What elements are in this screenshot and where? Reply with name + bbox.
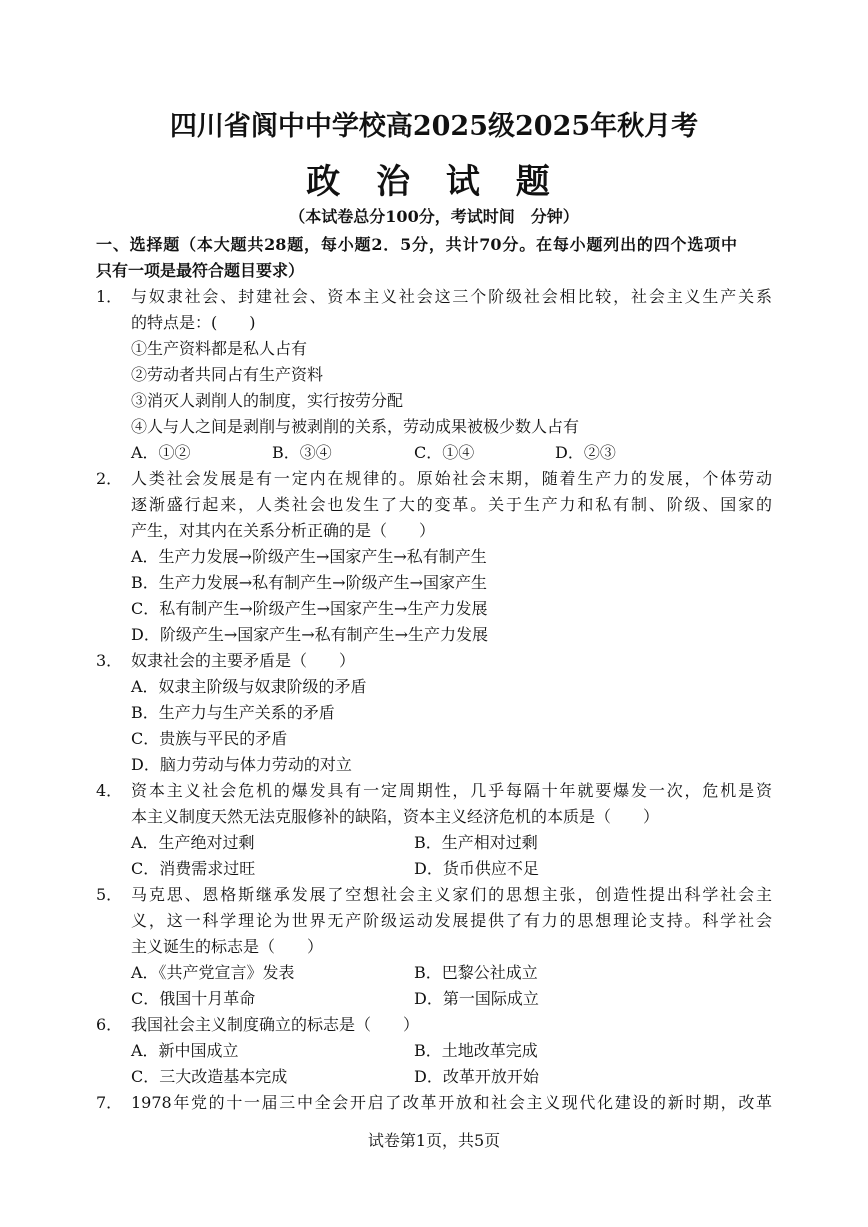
question-stem-line: 1978年党的十一届三中全会开启了改革开放和社会主义现代化建设的新时期，改革 [131,1093,772,1112]
option-b: B．生产相对过剩 [414,833,538,852]
option-c: C．贵族与平民的矛盾 [131,729,288,748]
option-a: A．《共产党宣言》发表 [131,963,295,982]
question-stem-line: 主义诞生的标志是（ ） [131,937,324,956]
option-c: C．消费需求过旺 [131,859,256,878]
question-stem-line: 产生，对其内在关系分析正确的是（ ） [131,521,436,540]
question-number: 7． [96,1093,123,1112]
option-c: C．①④ [414,443,475,462]
question-stem-line: 奴隶社会的主要矛盾是（ ） [131,651,356,670]
question-stem-line: 我国社会主义制度确立的标志是（ ） [131,1015,420,1034]
option-d: D．第一国际成立 [414,989,539,1008]
question-number: 4． [96,781,123,800]
statement-item: ①生产资料都是私人占有 [131,339,308,358]
question-number: 3． [96,651,123,670]
question-stem-line: 义，这一科学理论为世界无产阶级运动发展提供了有力的思想理论支持。科学社会 [131,911,772,930]
statement-item: ③消灭人剥削人的制度，实行按劳分配 [131,391,404,410]
option-d: D．②③ [555,443,616,462]
option-b: B．生产力与生产关系的矛盾 [131,703,335,722]
section-heading-line2: 只有一项是最符合题目要求） [96,261,305,280]
statement-item: ④人与人之间是剥削与被剥削的关系，劳动成果被极少数人占有 [131,417,580,436]
question-stem-line: 资本主义社会危机的爆发具有一定周期性，几乎每隔十年就要爆发一次，危机是资 [131,781,772,800]
statement-item: ②劳动者共同占有生产资料 [131,365,324,384]
question-stem-line: 人类社会发展是有一定内在规律的。原始社会末期，随着生产力的发展，个体劳动 [131,469,772,488]
question-stem-line: 的特点是：( ) [131,313,256,332]
option-b: B．③④ [272,443,332,462]
subject-title: 政 治 试 题 [306,162,562,202]
option-d: D．货币供应不足 [414,859,539,878]
option-b: B．巴黎公社成立 [414,963,538,982]
option-b: B．土地改革完成 [414,1041,538,1060]
exam-info: （本试卷总分100分，考试时间 分钟） [289,207,579,226]
question-stem-line: 马克思、恩格斯继承发展了空想社会主义家们的思想主张，创造性提出科学社会主 [131,885,772,904]
question-number: 1． [96,287,123,306]
school-title: 四川省阆中中学校高2025级2025年秋月考 [169,111,699,142]
option-c: C．三大改造基本完成 [131,1067,288,1086]
question-number: 6． [96,1015,123,1034]
question-number: 5． [96,885,123,904]
page-footer: 试卷第1页，共5页 [367,1131,501,1150]
question-number: 2． [96,469,123,488]
option-b: B．生产力发展→私有制产生→阶级产生→国家产生 [131,573,487,592]
option-a: A．生产力发展→阶级产生→国家产生→私有制产生 [131,547,487,566]
option-c: C．私有制产生→阶级产生→国家产生→生产力发展 [131,599,488,618]
option-d: D．阶级产生→国家产生→私有制产生→生产力发展 [131,625,489,644]
option-a: A．新中国成立 [131,1041,239,1060]
question-stem-line: 逐渐盛行起来，人类社会也发生了大的变革。关于生产力和私有制、阶级、国家的 [131,495,772,514]
section-heading-line1: 一、选择题（本大题共28题，每小题2．5分，共计70分。在每小题列出的四个选项中 [96,235,737,254]
option-c: C．俄国十月革命 [131,989,256,1008]
option-a: A．生产绝对过剩 [131,833,255,852]
question-stem-line: 本主义制度天然无法克服修补的缺陷，资本主义经济危机的本质是（ ） [131,807,660,826]
question-stem-line: 与奴隶社会、封建社会、资本主义社会这三个阶级社会相比较，社会主义生产关系 [131,287,772,306]
option-a: A．①② [131,443,191,462]
option-a: A．奴隶主阶级与奴隶阶级的矛盾 [131,677,367,696]
option-d: D．改革开放开始 [414,1067,539,1086]
option-d: D．脑力劳动与体力劳动的对立 [131,755,352,774]
